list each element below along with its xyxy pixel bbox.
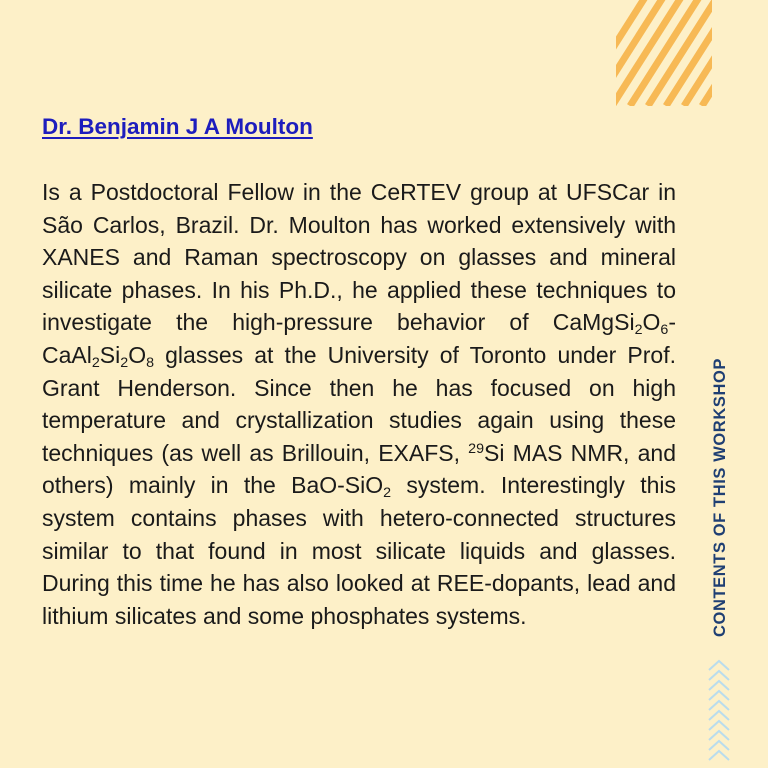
striped-decoration (616, 0, 712, 106)
presenter-bio: Is a Postdoctoral Fellow in the CeRTEV group at UFSCar in São Carlos, Brazil. Dr. Moulton has worked extensively with XANES and Raman spectroscopy on glasses and mineral silicate phases. In his Ph.D., he applied these techniques to investigate the high-pressure behavior of $CaMgSi_2O_6-CaAl_2Si_2O_8$ glasses at the University of Toronto under Prof. Grant Henderson. Since then he has focused on high temperature and crystallization studies again using these techniques (as well as Brillouin, EXAFS, $^{29}$Si MAS NMR, and others) mainly in the BaO-SiO$_2$ system. Interestingly this system contains phases with hetero-connected structures similar to that found in most silicate liquids and glasses. During this time he has also looked at REE-dopants, lead and lithium silicates and some phosphates systems. (42, 179, 676, 629)
presenter-name-link[interactable]: Dr. Benjamin J A Moulton (42, 114, 313, 139)
workshop-contents-label: CONTENTS OF THIS WORKSHOP (711, 358, 729, 637)
chevron-up-icon (706, 656, 732, 768)
